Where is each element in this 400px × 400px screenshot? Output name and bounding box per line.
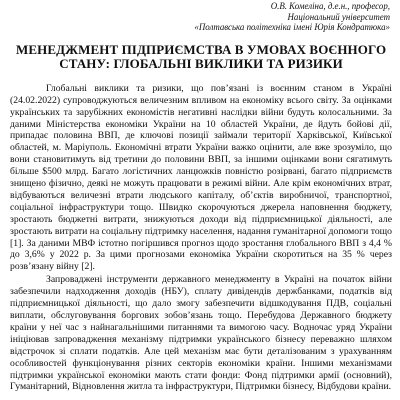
paper-body [10,83,392,394]
author-affiliation: Національний університет [287,11,390,22]
author-name: О.В. Комеліна, д.е.н., професор, [270,1,390,11]
title-line: СТАНУ: ГЛОБАЛЬНІ ВИКЛИКИ ТА РИЗИКИ [59,55,343,71]
paper-title [16,43,386,71]
body-paragraph: Запроваджені інструменти державного менеджменту в Україні на початок війни забезпечили надходження доходів (НБУ), сплату дивідендів держбанками, податків від підприємницької діяльності, що дало змогу забезпечити відшкодування ПДВ, соціальні виплати, обслуговування боргових зобов’язань тощо. Перебудова Державного бюджету країни у неї час з найнагальнішими питаннями та вимогою часу. Водночас уряд України ініціював запровадження механізму підтримки українського бізнесу переважно шляхом відстрочок зі сплати податків. Але цей механізм має бути деталізованим з урахуванням особливостей функціонування різних секторів економіки країни. Іншими механізмами підтримки української економіки мають стати фонди: Фонд підтримки армії (основний), Гуманітарний, Відновлення житла та інфраструктури, Підтримки бізнесу, Відбудови країни. [10,274,392,393]
title-line: МЕНЕДЖМЕНТ ПІДПРИЄМСТВА В УМОВАХ ВОЄННОГО [16,41,387,57]
author-affiliation: «Полтавська політехніка імені Юрія Кондратюка» [194,22,390,33]
body-paragraph: Глобальні виклики та ризики, що пов’язані із воєнним станом в Україні (24.02.2022) супроводжуються величезним впливом на економіку всього світу. За оцінками українських та зарубіжних економістів негативні наслідки війни будуть колосальними. За даними Міністерства економіки України на 10 областей України, де йдуть бойові дії, припадає половина ВВП, де ключові позиції займали території Харківської, Київської областей, м. Маріуполь. Економічні втрати України важко оцінити, але вже зрозуміло, що вони становитимуть від третини до половини ВВП, за іншими оцінками вони сягатимуть більше $500 млрд. Багато логістичних ланцюжків повністю розірвані, багато підприємств знищено фізично, деякі не можуть працювати в режимі війни. Але крім економічних втрат, відбуваються величезні втрати людського капіталу, об’єктів виробничої, транспортної, соціальної інфраструктури тощо. Швидко скорочуються джерела наповнення бюджету, зростають бюджетні витрати, знижуються доходи від підприємницької діяльності, але зростають витрати на соціальну підтримку населення, надання гуманітарної допомоги тощо [1]. За даними МВФ істотно погіршився прогноз щодо зростання глобального ВВП з 4,4 % до 3,6% у 2022 р. За цими прогнозами економіка України скоротиться на 35 % через розв’язану війну [2]. [10,82,392,273]
author-block [10,0,392,33]
